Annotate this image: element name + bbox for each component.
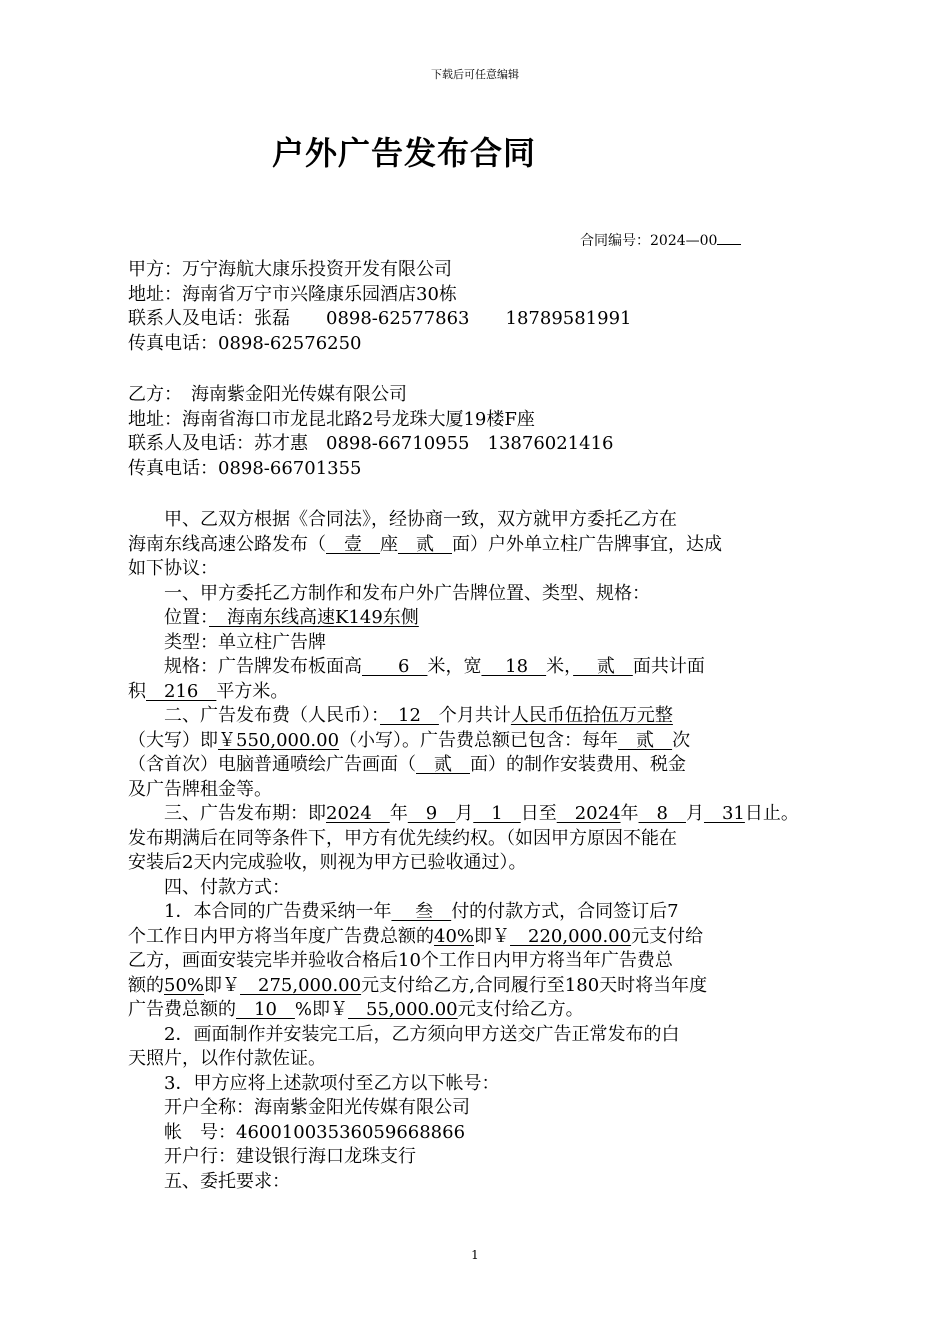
section-5-heading: 五、委托要求：	[164, 1170, 290, 1192]
third-payment-amount: 55,000.00	[348, 999, 458, 1020]
fee-line-3: （含首次）电脑普通喷绘广告画面（ 贰 面）的制作安装费用、税金	[128, 754, 686, 775]
board-width: 18	[481, 656, 547, 677]
party-a-name: 甲方：万宁海航大康乐投资开发有限公司	[128, 259, 452, 280]
account-bank: 开户行：建设银行海口龙珠支行	[164, 1146, 416, 1167]
party-a-info	[128, 258, 828, 356]
fee-total-number: ￥550,000.00	[218, 729, 340, 751]
billboard-count: 壹	[326, 533, 380, 555]
location-line: 位置： 海南东线高速K149东侧	[164, 607, 419, 628]
account-number: 帐 号：46001003536059668866	[164, 1121, 466, 1143]
fee-print-faces: 贰	[416, 754, 470, 775]
party-b-info	[128, 383, 828, 481]
intro-line-3: 如下协议：	[128, 558, 218, 579]
photo-proof-line-2: 天照片，以作付款佐证。	[128, 1048, 326, 1069]
board-sides: 贰	[573, 656, 633, 677]
end-year: 2024	[556, 803, 621, 824]
contract-body	[128, 508, 828, 1194]
second-payment-amount: 275,000.00	[240, 974, 362, 996]
intro-line-2: 海南东线高速公路发布（ 壹 座 贰 面）户外单立柱广告牌事宜，达成	[128, 533, 722, 555]
header-note: 下载后可任意编辑	[431, 68, 519, 81]
start-day: 1	[473, 803, 521, 824]
page-number: 1	[471, 1248, 479, 1262]
area-line: 积 216 平方米。	[128, 680, 289, 702]
party-b-contact: 联系人及电话：苏才惠 0898-66710955 13876021416	[128, 433, 614, 454]
account-name: 开户全称：海南紫金阳光传媒有限公司	[164, 1097, 470, 1118]
document-title: 户外广告发布合同	[272, 134, 537, 172]
end-month: 8	[638, 803, 686, 824]
party-a-address: 地址：海南省万宁市兴隆康乐园酒店30栋	[128, 283, 457, 305]
contract-number-blank	[717, 244, 741, 245]
period-line-2: 发布期满后在同等条件下，甲方有优先续约权。（如因甲方原因不能在	[128, 827, 677, 849]
billboard-faces: 贰	[398, 533, 452, 555]
account-intro: 3．甲方应将上述款项付至乙方以下帐号：	[164, 1072, 500, 1094]
party-b-name: 乙方： 海南紫金阳光传媒有限公司	[128, 384, 407, 405]
board-area: 216	[146, 680, 217, 702]
payment-line-4: 额的50%即￥ 275,000.00元支付给乙方,合同履行至180天时将当年度	[128, 974, 708, 996]
period-line-3: 安装后2天内完成验收，则视为甲方已验收通过）。	[128, 852, 527, 873]
payment-line-1: 1．本合同的广告费采纳一年 叁 付的付款方式，合同签订后7	[164, 901, 679, 922]
fee-line-1: 二、广告发布费（人民币）： 12 个月共计人民币伍拾伍万元整	[164, 705, 673, 726]
photo-proof-line-1: 2．画面制作并安装完工后，乙方须向甲方送交广告正常发布的白	[164, 1023, 680, 1045]
party-b-address: 地址：海南省海口市龙昆北路2号龙珠大厦19楼F座	[128, 408, 535, 430]
payment-line-5: 广告费总额的 10 %即￥ 55,000.00元支付给乙方。	[128, 999, 584, 1020]
second-payment-percent: 50%	[164, 974, 205, 996]
type-line: 类型：单立柱广告牌	[164, 631, 326, 653]
section-4-heading: 四、付款方式：	[164, 876, 290, 898]
installment-count: 叁	[391, 901, 452, 922]
party-b-fax: 传真电话：0898-66701355	[128, 457, 362, 479]
fee-line-4: 及广告牌租金等。	[128, 778, 272, 800]
first-payment-amount: 220,000.00	[510, 925, 632, 947]
start-month: 9	[407, 803, 456, 824]
start-year: 2024	[326, 803, 390, 824]
third-payment-percent: 10	[236, 999, 295, 1020]
fee-total-words: 人民币伍拾伍万元整	[510, 705, 673, 726]
first-payment-percent: 40%	[434, 925, 475, 947]
payment-line-3: 乙方，画面安装完毕并验收合格后10个工作日内甲方将当年广告费总	[128, 950, 673, 971]
party-a-contact: 联系人及电话：张磊 0898-62577863 18789581991	[128, 308, 632, 329]
location-value: 海南东线高速K149东侧	[209, 607, 419, 628]
contract-number	[580, 230, 741, 250]
section-1-heading: 一、甲方委托乙方制作和发布户外广告牌位置、类型、规格：	[164, 582, 650, 604]
fee-months: 12	[380, 705, 439, 726]
fee-print-times: 贰	[618, 729, 673, 751]
period-line-1: 三、广告发布期：即2024 年 9 月 1 日至 2024年 8 月 31日止。	[164, 803, 799, 824]
end-day: 31	[703, 803, 745, 824]
payment-line-2: 个工作日内甲方将当年度广告费总额的40%即￥ 220,000.00元支付给	[128, 925, 704, 947]
intro-line-1: 甲、乙双方根据《合同法》，经协商一致，双方就甲方委托乙方在	[164, 509, 677, 530]
contract-number-label: 合同编号：2024—00	[580, 233, 718, 249]
board-height: 6	[362, 656, 428, 677]
party-a-fax: 传真电话：0898-62576250	[128, 332, 362, 354]
fee-line-2: （大写）即￥550,000.00（小写）。广告费总额已包含：每年 贰 次	[128, 729, 691, 751]
spec-line: 规格：广告牌发布板面高 6 米，宽 18 米， 贰 面共计面	[164, 656, 705, 677]
